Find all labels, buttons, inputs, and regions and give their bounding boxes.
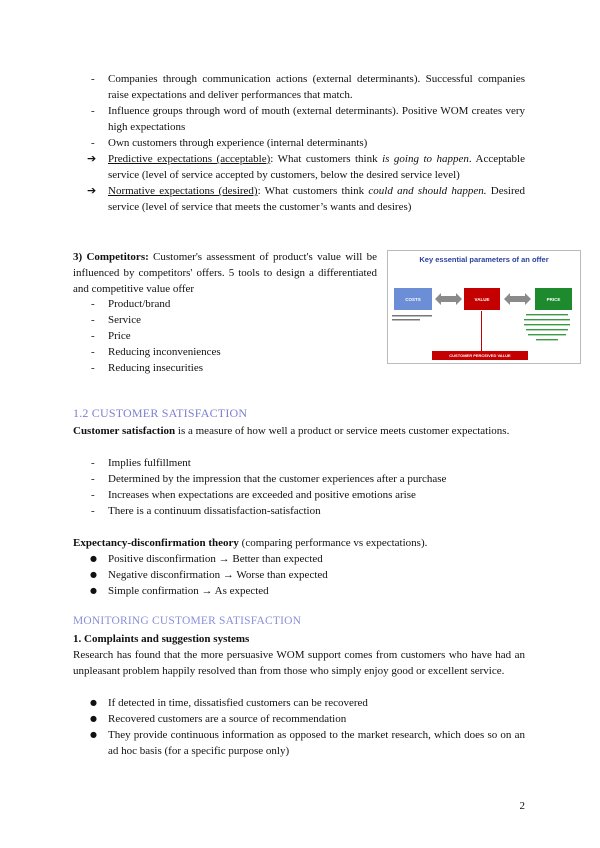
satisfaction-points — [73, 455, 525, 519]
theory-paragraph — [73, 535, 525, 551]
list-item: ● Simple confirmation → As expected — [73, 583, 525, 599]
competitors-text: Customer's assessment of product's value will be influenced by competitors' offers. 5 tools to design a differentiated and competitive value offer — [73, 251, 377, 295]
list-item: - Influence groups through word of mouth (external determinants). Positive WOM creates very high expectations — [73, 103, 525, 135]
list-item: - Service — [73, 312, 373, 328]
item-text: . Acceptable service (level of service accepted by customers, below the desired service level) — [108, 153, 525, 181]
list-item: ● Positive disconfirmation → Better than expected — [73, 551, 525, 567]
diagram-title: Key essential parameters of an offer — [419, 255, 549, 264]
list-item: - Own customers through experience (internal determinants) — [73, 135, 525, 151]
monitoring-list — [73, 695, 525, 759]
list-item: - There is a continuum dissatisfaction-satisfaction — [73, 503, 525, 519]
complaints-subheading: 1. Complaints and suggestion systems — [73, 633, 250, 645]
monitoring-paragraph: Research has found that the more persuasive WOM support comes from customers who have had an unpleasant problem happily resolved than from those who simply enjoy good or excellent service. — [73, 649, 525, 677]
definition-text: is a measure of how well a product or service meets customer expectations. — [175, 425, 510, 437]
item-emphasis: could and should happen. — [368, 185, 487, 197]
predictive-label: Predictive expectations (acceptable) — [108, 153, 271, 165]
value-box: VALUE — [464, 288, 500, 310]
double-arrow-icon — [504, 293, 531, 305]
list-item: ● If detected in time, dissatisfied customers can be recovered — [73, 695, 525, 711]
item-text: Desired service (level of service that meets the customer’s wants and desires) — [108, 185, 525, 213]
list-item: - Increases when expectations are exceeded and positive emotions arise — [73, 487, 525, 503]
list-item: - Price — [73, 328, 373, 344]
list-item: ● Negative disconfirmation → Worse than expected — [73, 567, 525, 583]
list-item: - Reducing inconveniences — [73, 344, 373, 360]
list-item: ● They provide continuous information as opposed to the market research, which does so on an ad hoc basis (for a specific purpose only) — [73, 727, 525, 759]
page-number: 2 — [519, 800, 525, 812]
list-item: - Product/brand — [73, 296, 373, 312]
offer-parameters-diagram — [387, 250, 581, 364]
perceived-value-bar: CUSTOMER PERCEIVED VALUE — [432, 351, 528, 360]
list-item: - Determined by the impression that the customer experiences after a purchase — [73, 471, 525, 487]
satisfaction-definition — [73, 423, 525, 439]
price-note-scribble — [522, 313, 572, 343]
competitors-label: 3) Competitors: — [73, 251, 149, 263]
list-item: - Reducing insecurities — [73, 360, 373, 376]
costs-box: COSTS — [394, 288, 432, 310]
double-arrow-icon — [435, 293, 462, 305]
determinants-list — [73, 71, 525, 151]
item-text: : What customers think — [257, 185, 369, 197]
costs-note-scribble — [392, 314, 436, 324]
monitoring-heading: MONITORING CUSTOMER SATISFACTION — [73, 615, 302, 627]
value-tools-list — [73, 296, 373, 376]
list-item: - Companies through communication actions (external determinants). Successful companies raise expectations and deliver performances that match. — [73, 71, 525, 103]
theory-term: Expectancy-disconfirmation theory — [73, 537, 239, 549]
diagram-connector — [481, 311, 482, 351]
list-item: - Implies fulfillment — [73, 455, 525, 471]
satisfaction-term: Customer satisfaction — [73, 425, 176, 437]
normative-label: Normative expectations (desired) — [108, 185, 258, 197]
competitors-paragraph — [73, 249, 377, 297]
section-heading: 1.2 CUSTOMER SATISFACTION — [73, 406, 248, 420]
expectations-list — [73, 151, 525, 215]
price-box: PRICE — [535, 288, 572, 310]
item-text: : What customers think — [270, 153, 383, 165]
normative-expectations-item — [73, 183, 525, 215]
item-emphasis: is going to happen — [382, 153, 469, 165]
theory-text: (comparing performance vs expectations). — [238, 537, 428, 549]
disconfirmation-list — [73, 551, 525, 599]
list-item: ● Recovered customers are a source of recommendation — [73, 711, 525, 727]
predictive-expectations-item — [73, 151, 525, 183]
